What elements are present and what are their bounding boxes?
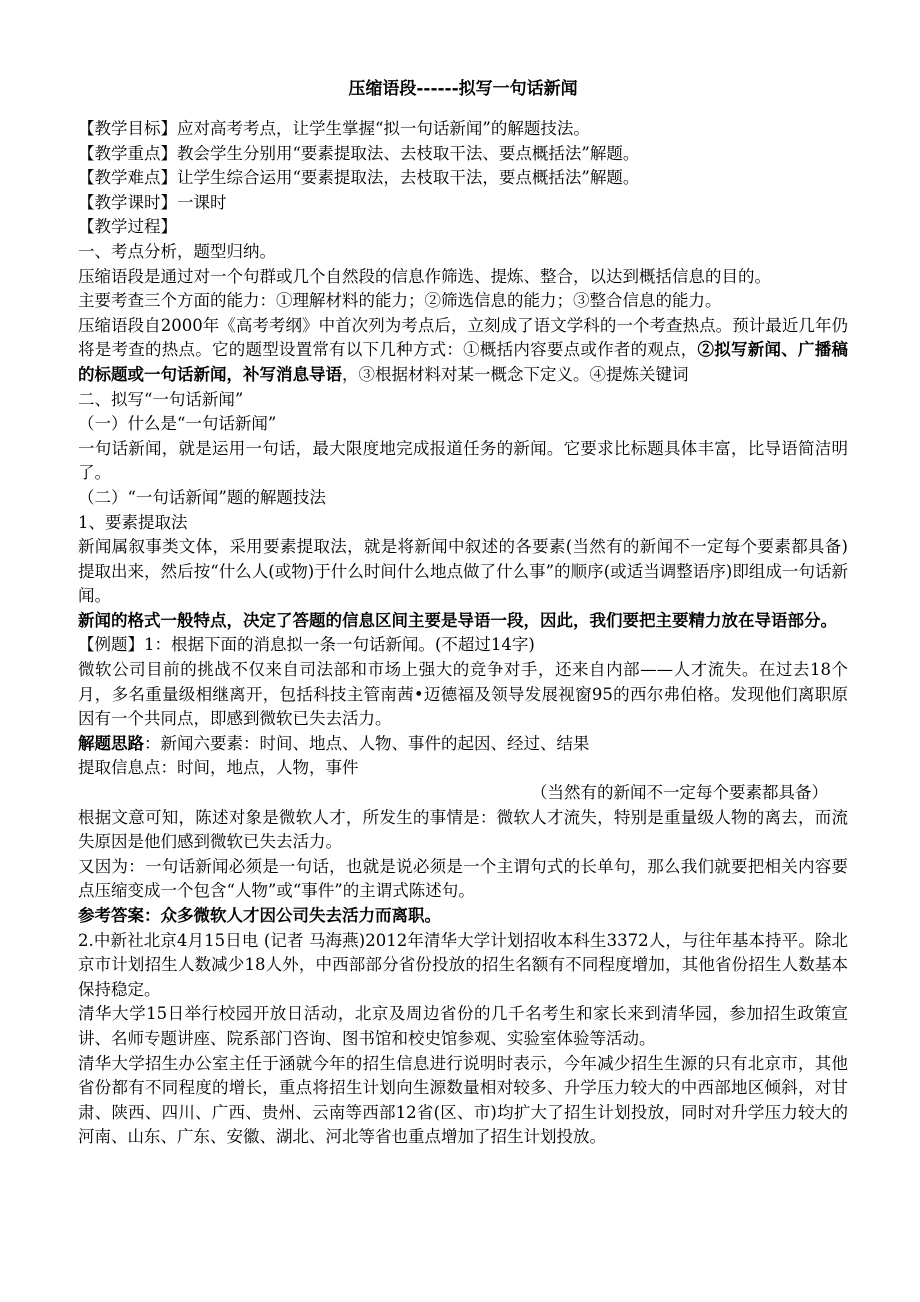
teaching-hours: 【教学课时】一课时 — [78, 192, 227, 212]
example-2-paragraph-3: 清华大学招生办公室主任于涵就今年的招生信息进行说明时表示，今年减少招生生源的只有北京市，其他省份都有不同程度的增长，重点将招生计划向生源数量相对较多、升学压力较大的中西部地区倾斜，对甘肃、陕西、四川、广西、贵州、云南等西部12省(区、市)均扩大了招生计划投放，同时对升学压力较大的河南、山东、广东、安徽、湖北、河北等省也重点增加了招生计划投放。 — [78, 1053, 848, 1147]
example-2-paragraph-1: 2.中新社北京4月15日电 (记者 马海燕)2012年清华大学计划招收本科生3372人，与往年基本持平。除北京市计划招生人数减少18人外，中西部部分省份投放的招生名额有不同程度增加，其他省份招生人数基本保持稳定。 — [78, 930, 848, 999]
document-page — [78, 76, 848, 1150]
analysis-label: 解题思路 — [78, 733, 144, 753]
teaching-focus: 【教学重点】教会学生分别用“要素提取法、去枝取干法、要点概括法”解题。 — [78, 143, 640, 163]
teaching-difficulty: 【教学难点】让学生综合运用“要素提取法，去枝取干法，要点概括法”解题。 — [78, 168, 640, 188]
teaching-goal: 【教学目标】应对高考考点，让学生掌握“拟一句话新闻”的解题技法。 — [78, 119, 590, 138]
section-1-title: 一、考点分析，题型归纳。 — [78, 241, 276, 261]
extract-points: 提取信息点：时间，地点，人物，事件 — [78, 758, 359, 778]
section-1-paragraph-2: 主要考查三个方面的能力：①理解材料的能力；②筛选信息的能力；③整合信息的能力。 — [78, 291, 722, 311]
reference-answer: 参考答案：众多微软人才因公司失去活力而离职。 — [78, 906, 441, 925]
analysis-line — [78, 732, 848, 757]
section-2-subtitle-1: （一）什么是“一句话新闻” — [78, 414, 277, 434]
method-1-paragraph: 新闻属叙事类文体，采用要素提取法，就是将新闻中叙述的各要素(当然有的新闻不一定每个要素都具备)提取出来，然后按“什么人(或物)于什么时间什么地点做了什么事”的顺序(或适当调整语序)即组成一句话新闻。 — [78, 537, 848, 606]
example-1-text: 微软公司目前的挑战不仅来自司法部和市场上强大的竞争对手，还来自内部——人才流失。在过去18个月，多名重量级相继离开，包括科技主管南茜•迈德福及领导发展视窗95的西尔弗伯格。发现他们离职原因有一个共同点，即感到微软已失去活力。 — [78, 660, 848, 729]
section-1-paragraph-3-bold: ②拟写新闻、广播稿的标题或一句话新闻，补写消息导语 — [78, 340, 849, 384]
example-1-heading: 【例题】1：根据下面的消息拟一条一句话新闻。(不超过14字) — [78, 635, 535, 655]
teaching-process: 【教学过程】 — [78, 217, 177, 237]
section-2-title: 二、拟写“一句话新闻” — [78, 389, 244, 409]
document-title: 压缩语段------拟写一句话新闻 — [348, 79, 578, 99]
method-1-bold-paragraph: 新闻的格式一般特点，决定了答题的信息区间主要是导语一段，因此，我们要把主要精力放在导语部分。 — [78, 610, 837, 630]
section-2-paragraph-1: 一句话新闻，就是运用一句话，最大限度地完成报道任务的新闻。它要求比标题具体丰富，比导语简洁明了。 — [78, 438, 848, 483]
analysis-paragraph-2: 根据文意可知，陈述对象是微软人才，所发生的事情是：微软人才流失，特别是重量级人物的离去，而流失原因是他们感到微软已失去活力。 — [78, 807, 848, 852]
section-1-paragraph-3 — [78, 314, 848, 388]
analysis-text: ：新闻六要素：时间、地点、人物、事件的起因、经过、结果 — [144, 733, 590, 753]
example-2-paragraph-2: 清华大学15日举行校园开放日活动，北京及周边省份的几千名考生和家长来到清华园，参加招生政策宣讲、名师专题讲座、院系部门咨询、图书馆和校史馆参观、实验室体验等活动。 — [78, 1004, 848, 1048]
section-1-paragraph-3-text-a: 压缩语段自2000年《高考考纲》中首次列为考点后，立刻成了语文学科的一个考查热点。预计最近几年仍将是考查的热点。它的题型设置常有以下几种方式：①概括内容要点或作者的观点， — [78, 315, 848, 360]
section-2-subtitle-2: （二）“一句话新闻”题的解题技法 — [78, 487, 326, 507]
analysis-paragraph-3: 又因为：一句话新闻必须是一句话，也就是说必须是一个主谓句式的长单句，那么我们就要把相关内容要点压缩变成一个包含“人物”或“事件”的主谓式陈述句。 — [78, 856, 848, 901]
method-1-title: 1、要素提取法 — [78, 512, 188, 532]
section-1-paragraph-3-text-c: ，③根据材料对某一概念下定义。④提炼关键词 — [342, 364, 689, 384]
note-line: （当然有的新闻不一定每个要素都具备） — [531, 783, 828, 803]
section-1-paragraph-1: 压缩语段是通过对一个句群或几个自然段的信息作筛选、提炼、整合，以达到概括信息的目的。 — [78, 266, 771, 286]
